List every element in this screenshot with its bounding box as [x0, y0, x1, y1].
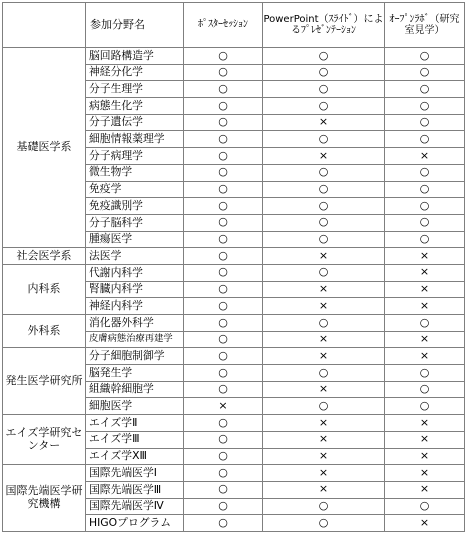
poster-mark-cell: ○	[184, 331, 263, 348]
ppt-mark-cell: ○	[263, 365, 385, 382]
category-cell: 社会医学系	[3, 248, 86, 265]
subject-cell: 分子生理学	[86, 81, 184, 98]
header-category	[3, 3, 86, 48]
lab-mark-cell: ○	[385, 381, 465, 398]
subject-cell: 神経内科学	[86, 298, 184, 315]
ppt-mark-cell: ×	[263, 281, 385, 298]
lab-mark-cell: ○	[385, 181, 465, 198]
table-row	[3, 348, 465, 365]
lab-mark-cell: ×	[385, 298, 465, 315]
lab-mark-cell: ○	[385, 231, 465, 248]
poster-mark-cell: ○	[184, 315, 263, 332]
poster-mark-cell: ○	[184, 415, 263, 432]
participation-table	[2, 2, 465, 532]
subject-cell: 免疫学	[86, 181, 184, 198]
poster-mark-cell: ○	[184, 481, 263, 498]
poster-mark-cell: ○	[184, 281, 263, 298]
category-cell: エイズ学研究センター	[3, 415, 86, 465]
subject-cell: 分子遺伝学	[86, 114, 184, 131]
lab-mark-cell: ×	[385, 348, 465, 365]
ppt-mark-cell: ○	[263, 264, 385, 281]
lab-mark-cell: ×	[385, 281, 465, 298]
subject-cell: エイズ学ⅩⅢ	[86, 448, 184, 465]
poster-mark-cell: ○	[184, 298, 263, 315]
poster-mark-cell: ○	[184, 264, 263, 281]
subject-cell: 消化器外科学	[86, 315, 184, 332]
poster-mark-cell: ○	[184, 431, 263, 448]
lab-mark-cell: ○	[385, 98, 465, 115]
poster-mark-cell: ○	[184, 348, 263, 365]
subject-cell: 分子病理学	[86, 148, 184, 165]
ppt-mark-cell: ×	[263, 248, 385, 265]
poster-mark-cell: ○	[184, 465, 263, 482]
poster-mark-cell: ○	[184, 148, 263, 165]
ppt-mark-cell: ×	[263, 331, 385, 348]
subject-cell: 腎臓内科学	[86, 281, 184, 298]
category-cell: 基礎医学系	[3, 48, 86, 248]
subject-cell: 国際先端医学Ⅲ	[86, 481, 184, 498]
ppt-mark-cell: ○	[263, 214, 385, 231]
poster-mark-cell: ○	[184, 164, 263, 181]
subject-cell: 免疫識別学	[86, 198, 184, 215]
table-body	[3, 48, 465, 532]
lab-mark-cell: ×	[385, 264, 465, 281]
poster-mark-cell: ○	[184, 48, 263, 65]
poster-mark-cell: ○	[184, 198, 263, 215]
header-subject: 参加分野名	[86, 3, 184, 48]
lab-mark-cell: ×	[385, 431, 465, 448]
ppt-mark-cell: ○	[263, 64, 385, 81]
subject-cell: 腫瘍医学	[86, 231, 184, 248]
ppt-mark-cell: ○	[263, 164, 385, 181]
lab-mark-cell: ×	[385, 331, 465, 348]
poster-mark-cell: ○	[184, 365, 263, 382]
poster-mark-cell: ×	[184, 398, 263, 415]
table-row	[3, 415, 465, 432]
ppt-mark-cell: ○	[263, 315, 385, 332]
header-ppt: PowerPoint（ｽﾗｲﾄﾞ）によるﾌﾟﾚｾﾞﾝﾃｰｼｮﾝ	[263, 3, 385, 48]
poster-mark-cell: ○	[184, 131, 263, 148]
lab-mark-cell: ○	[385, 214, 465, 231]
ppt-mark-cell: ○	[263, 398, 385, 415]
ppt-mark-cell: ×	[263, 148, 385, 165]
lab-mark-cell: ○	[385, 131, 465, 148]
ppt-mark-cell: ×	[263, 298, 385, 315]
table-row	[3, 264, 465, 281]
lab-mark-cell: ○	[385, 164, 465, 181]
subject-cell: 病態生化学	[86, 98, 184, 115]
ppt-mark-cell: ○	[263, 498, 385, 515]
lab-mark-cell: ○	[385, 114, 465, 131]
category-cell: 国際先端医学研究機構	[3, 465, 86, 532]
ppt-mark-cell: ○	[263, 131, 385, 148]
subject-cell: 分子細胞制御学	[86, 348, 184, 365]
poster-mark-cell: ○	[184, 231, 263, 248]
ppt-mark-cell: ×	[263, 448, 385, 465]
ppt-mark-cell: ○	[263, 81, 385, 98]
subject-cell: 法医学	[86, 248, 184, 265]
poster-mark-cell: ○	[184, 98, 263, 115]
table-row	[3, 48, 465, 65]
subject-cell: 組織幹細胞学	[86, 381, 184, 398]
table-row	[3, 465, 465, 482]
lab-mark-cell: ○	[385, 315, 465, 332]
lab-mark-cell: ×	[385, 515, 465, 532]
lab-mark-cell: ○	[385, 48, 465, 65]
ppt-mark-cell: ×	[263, 465, 385, 482]
subject-cell: 細胞医学	[86, 398, 184, 415]
header-poster: ﾎﾟｽﾀｰｾｯｼｮﾝ	[184, 3, 263, 48]
poster-mark-cell: ○	[184, 114, 263, 131]
lab-mark-cell: ○	[385, 398, 465, 415]
poster-mark-cell: ○	[184, 214, 263, 231]
subject-cell: 分子脳科学	[86, 214, 184, 231]
ppt-mark-cell: ○	[263, 198, 385, 215]
lab-mark-cell: ×	[385, 148, 465, 165]
poster-mark-cell: ○	[184, 448, 263, 465]
table-row	[3, 315, 465, 332]
lab-mark-cell: ○	[385, 365, 465, 382]
category-cell: 内科系	[3, 264, 86, 314]
subject-cell: 脳回路構造学	[86, 48, 184, 65]
lab-mark-cell: ×	[385, 465, 465, 482]
subject-cell: エイズ学Ⅱ	[86, 415, 184, 432]
ppt-mark-cell: ×	[263, 114, 385, 131]
table-row	[3, 248, 465, 265]
subject-cell: 皮膚病態治療再建学	[86, 331, 184, 348]
subject-cell: 神経分化学	[86, 64, 184, 81]
header-row	[3, 3, 465, 48]
ppt-mark-cell: ×	[263, 381, 385, 398]
lab-mark-cell: ○	[385, 81, 465, 98]
lab-mark-cell: ×	[385, 248, 465, 265]
lab-mark-cell: ○	[385, 64, 465, 81]
ppt-mark-cell: ○	[263, 181, 385, 198]
subject-cell: 細胞情報薬理学	[86, 131, 184, 148]
poster-mark-cell: ○	[184, 181, 263, 198]
lab-mark-cell: ○	[385, 498, 465, 515]
poster-mark-cell: ○	[184, 248, 263, 265]
poster-mark-cell: ○	[184, 381, 263, 398]
category-cell: 発生医学研究所	[3, 348, 86, 415]
subject-cell: HIGOプログラム	[86, 515, 184, 532]
subject-cell: 微生物学	[86, 164, 184, 181]
lab-mark-cell: ○	[385, 198, 465, 215]
ppt-mark-cell: ○	[263, 231, 385, 248]
ppt-mark-cell: ×	[263, 481, 385, 498]
ppt-mark-cell: ×	[263, 415, 385, 432]
poster-mark-cell: ○	[184, 64, 263, 81]
poster-mark-cell: ○	[184, 81, 263, 98]
header-lab: ｵｰﾌﾟﾝﾗﾎﾞ（研究室見学）	[385, 3, 465, 48]
poster-mark-cell: ○	[184, 498, 263, 515]
ppt-mark-cell: ○	[263, 515, 385, 532]
poster-mark-cell: ○	[184, 515, 263, 532]
category-cell: 外科系	[3, 315, 86, 348]
lab-mark-cell: ×	[385, 481, 465, 498]
subject-cell: 脳発生学	[86, 365, 184, 382]
subject-cell: 代謝内科学	[86, 264, 184, 281]
ppt-mark-cell: ○	[263, 98, 385, 115]
ppt-mark-cell: ○	[263, 48, 385, 65]
lab-mark-cell: ×	[385, 415, 465, 432]
subject-cell: 国際先端医学Ⅳ	[86, 498, 184, 515]
subject-cell: エイズ学Ⅲ	[86, 431, 184, 448]
subject-cell: 国際先端医学Ⅰ	[86, 465, 184, 482]
lab-mark-cell: ×	[385, 448, 465, 465]
ppt-mark-cell: ×	[263, 348, 385, 365]
ppt-mark-cell: ×	[263, 431, 385, 448]
